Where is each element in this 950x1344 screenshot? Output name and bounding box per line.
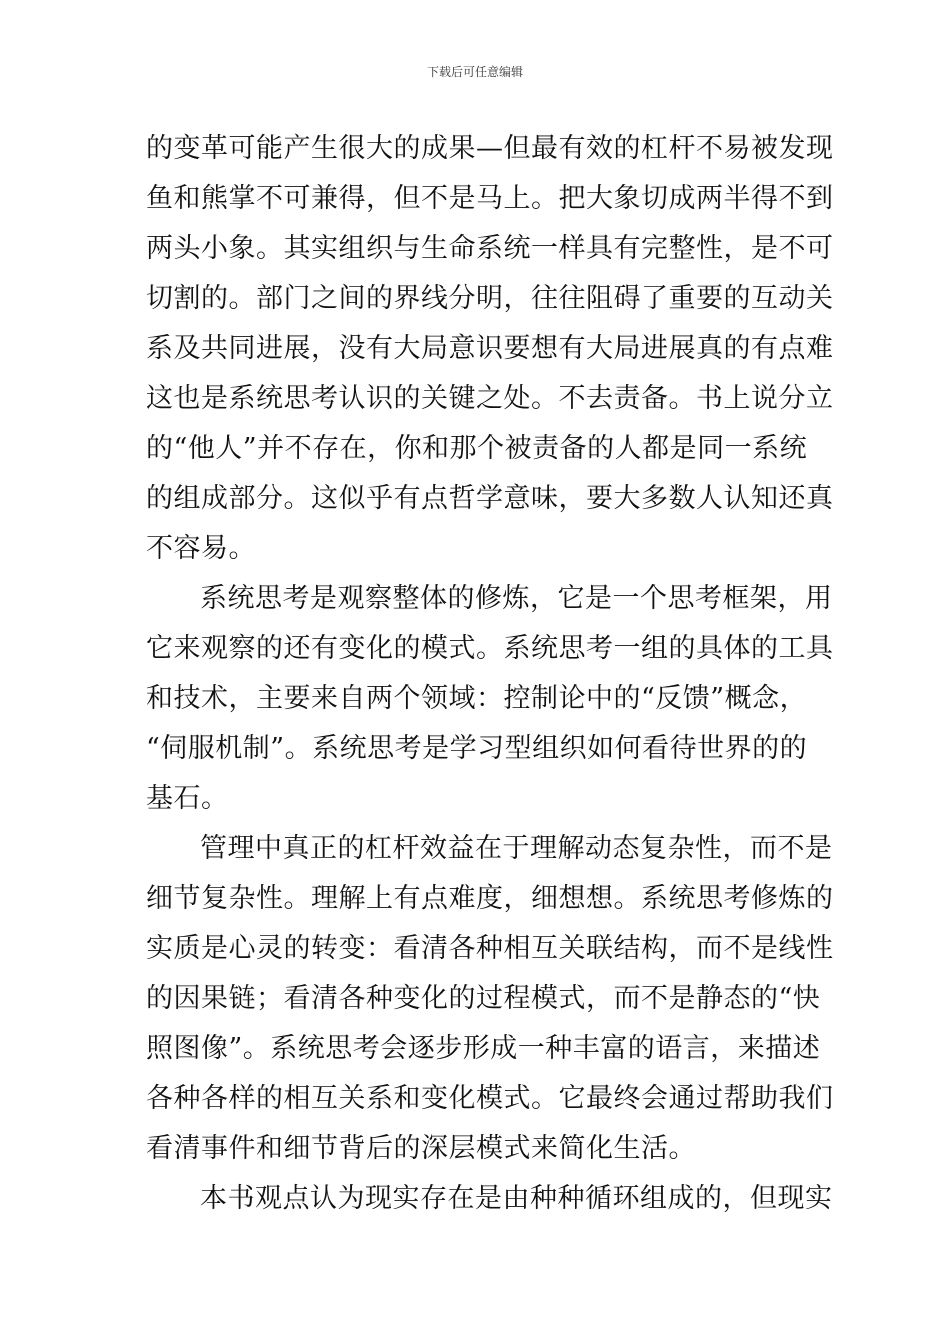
paragraph-start-line: 本书观点认为现实存在是由种种循环组成的，但现实 xyxy=(200,1183,833,1214)
text-line: 不容易。 xyxy=(146,533,256,564)
text-line: 各种各样的相互关系和变化模式。它最终会通过帮助我们 xyxy=(146,1083,834,1114)
text-line: 和技术，主要来自两个领域：控制论中的“反馈”概念， xyxy=(146,683,808,714)
text-line: 的“他人”并不存在，你和那个被责备的人都是同一系统 xyxy=(146,433,808,464)
page-header: 下载后可任意编辑 xyxy=(426,65,523,79)
text-line: 两头小象。其实组织与生命系统一样具有完整性，是不可 xyxy=(146,233,834,264)
text-line: 系及共同进展，没有大局意识要想有大局进展真的有点难 xyxy=(146,333,834,364)
text-line: 切割的。部门之间的界线分明，往往阻碍了重要的互动关 xyxy=(146,283,834,314)
text-line: 照图像”。系统思考会逐步形成一种丰富的语言，来描述 xyxy=(146,1033,821,1064)
text-line: 细节复杂性。理解上有点难度，细想想。系统思考修炼的 xyxy=(146,883,834,914)
body-text xyxy=(146,124,834,1224)
paragraph-start-line: 系统思考是观察整体的修炼，它是一个思考框架，用 xyxy=(200,583,833,614)
text-line: 实质是心灵的转变：看清各种相互关联结构，而不是线性 xyxy=(146,933,834,964)
text-line: 的组成部分。这似乎有点哲学意味，要大多数人认知还真 xyxy=(146,483,834,514)
text-line: “伺服机制”。系统思考是学习型组织如何看待世界的的 xyxy=(146,733,808,764)
text-line: 这也是系统思考认识的关键之处。不去责备。书上说分立 xyxy=(146,383,834,414)
text-line: 的因果链；看清各种变化的过程模式，而不是静态的“快 xyxy=(146,983,821,1014)
text-line: 鱼和熊掌不可兼得，但不是马上。把大象切成两半得不到 xyxy=(146,183,834,214)
text-line: 看清事件和细节背后的深层模式来简化生活。 xyxy=(146,1133,696,1164)
text-line: 的变革可能产生很大的成果—但最有效的杠杆不易被发现 xyxy=(146,133,834,164)
paragraph-start-line: 管理中真正的杠杆效益在于理解动态复杂性，而不是 xyxy=(200,833,833,864)
text-line: 它来观察的还有变化的模式。系统思考一组的具体的工具 xyxy=(146,633,834,664)
text-line: 基石。 xyxy=(146,783,229,814)
